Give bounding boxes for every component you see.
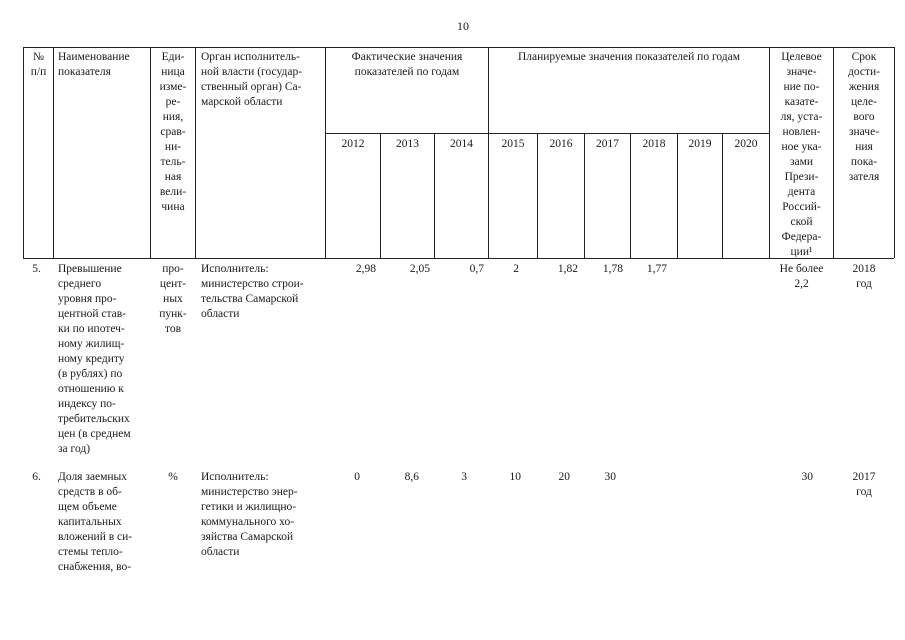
- value-2016: 20: [558, 471, 570, 483]
- year-header-2013: 2013: [396, 138, 419, 150]
- value-2012: 2,98: [355, 263, 376, 275]
- year-header-2019: 2019: [688, 138, 712, 150]
- header-target: Целевое значе- ние по- казате- ля, уста- новлен- ное ука- зами Прези- дента Россий- ской Федера- ции¹: [780, 51, 823, 258]
- year-header-2014: 2014: [450, 138, 473, 150]
- row-name: Превышение среднего уровня про- центной став- ки по ипотеч- ному жилищ- ному кредиту (в рублях) по отношению к индексу по- требительских цен (в среднем за год): [58, 263, 131, 455]
- value-2015: 2: [513, 263, 519, 275]
- header-unit: Еди- ница изме- ре- ния, срав- ни- тель- ная вели- чина: [159, 51, 187, 213]
- header-organ: Орган исполнитель- ной власти (государ- ственный орган) Са- марской области: [201, 51, 303, 108]
- year-header-2016: 2016: [549, 138, 573, 150]
- header-num: № п/п: [30, 51, 47, 78]
- year-header-2012: 2012: [341, 138, 365, 150]
- value-2018: 1,77: [646, 263, 667, 275]
- year-header-2018: 2018: [642, 138, 666, 150]
- header-planned-group: Планируемые значения показателей по годам: [517, 51, 741, 63]
- year-header-2017: 2017: [596, 138, 619, 150]
- header-name: Наименование показателя: [58, 51, 130, 78]
- row-organ: Исполнитель: министерство строи- тельства Самарской области: [201, 263, 304, 320]
- value-2016: 1,82: [557, 263, 578, 275]
- row-deadline: 2018 год: [852, 263, 876, 290]
- value-2015: 10: [509, 471, 521, 483]
- year-header-2020: 2020: [734, 138, 758, 150]
- year-header-2015: 2015: [501, 138, 525, 150]
- header-actual-group: Фактические значения показателей по годам: [351, 51, 463, 78]
- row-deadline: 2017 год: [852, 471, 876, 498]
- value-2017: 30: [604, 471, 616, 483]
- row-num: 6.: [32, 471, 41, 483]
- row-unit: %: [168, 471, 178, 483]
- value-2013: 8,6: [404, 471, 419, 483]
- page-number: 10: [457, 19, 469, 33]
- row-target: 30: [801, 471, 813, 483]
- row-unit: про- цент- ных пунк- тов: [159, 263, 187, 335]
- row-num: 5.: [32, 263, 41, 275]
- row-target: Не более 2,2: [779, 263, 824, 290]
- row-organ: Исполнитель: министерство энер- гетики и жилищно- коммунального хо- зяйства Самарской области: [201, 471, 298, 558]
- row-name: Доля заемных средств в об- щем объеме капитальных вложений в си- стемы тепло- снабжения, во-: [58, 471, 133, 573]
- value-2013: 2,05: [409, 263, 430, 275]
- value-2014: 0,7: [469, 263, 484, 275]
- value-2017: 1,78: [602, 263, 623, 275]
- header-deadline: Срок дости- жения целе- вого значе- ния пока- зателя: [847, 51, 880, 183]
- value-2014: 3: [461, 471, 467, 483]
- value-2012: 0: [354, 471, 360, 483]
